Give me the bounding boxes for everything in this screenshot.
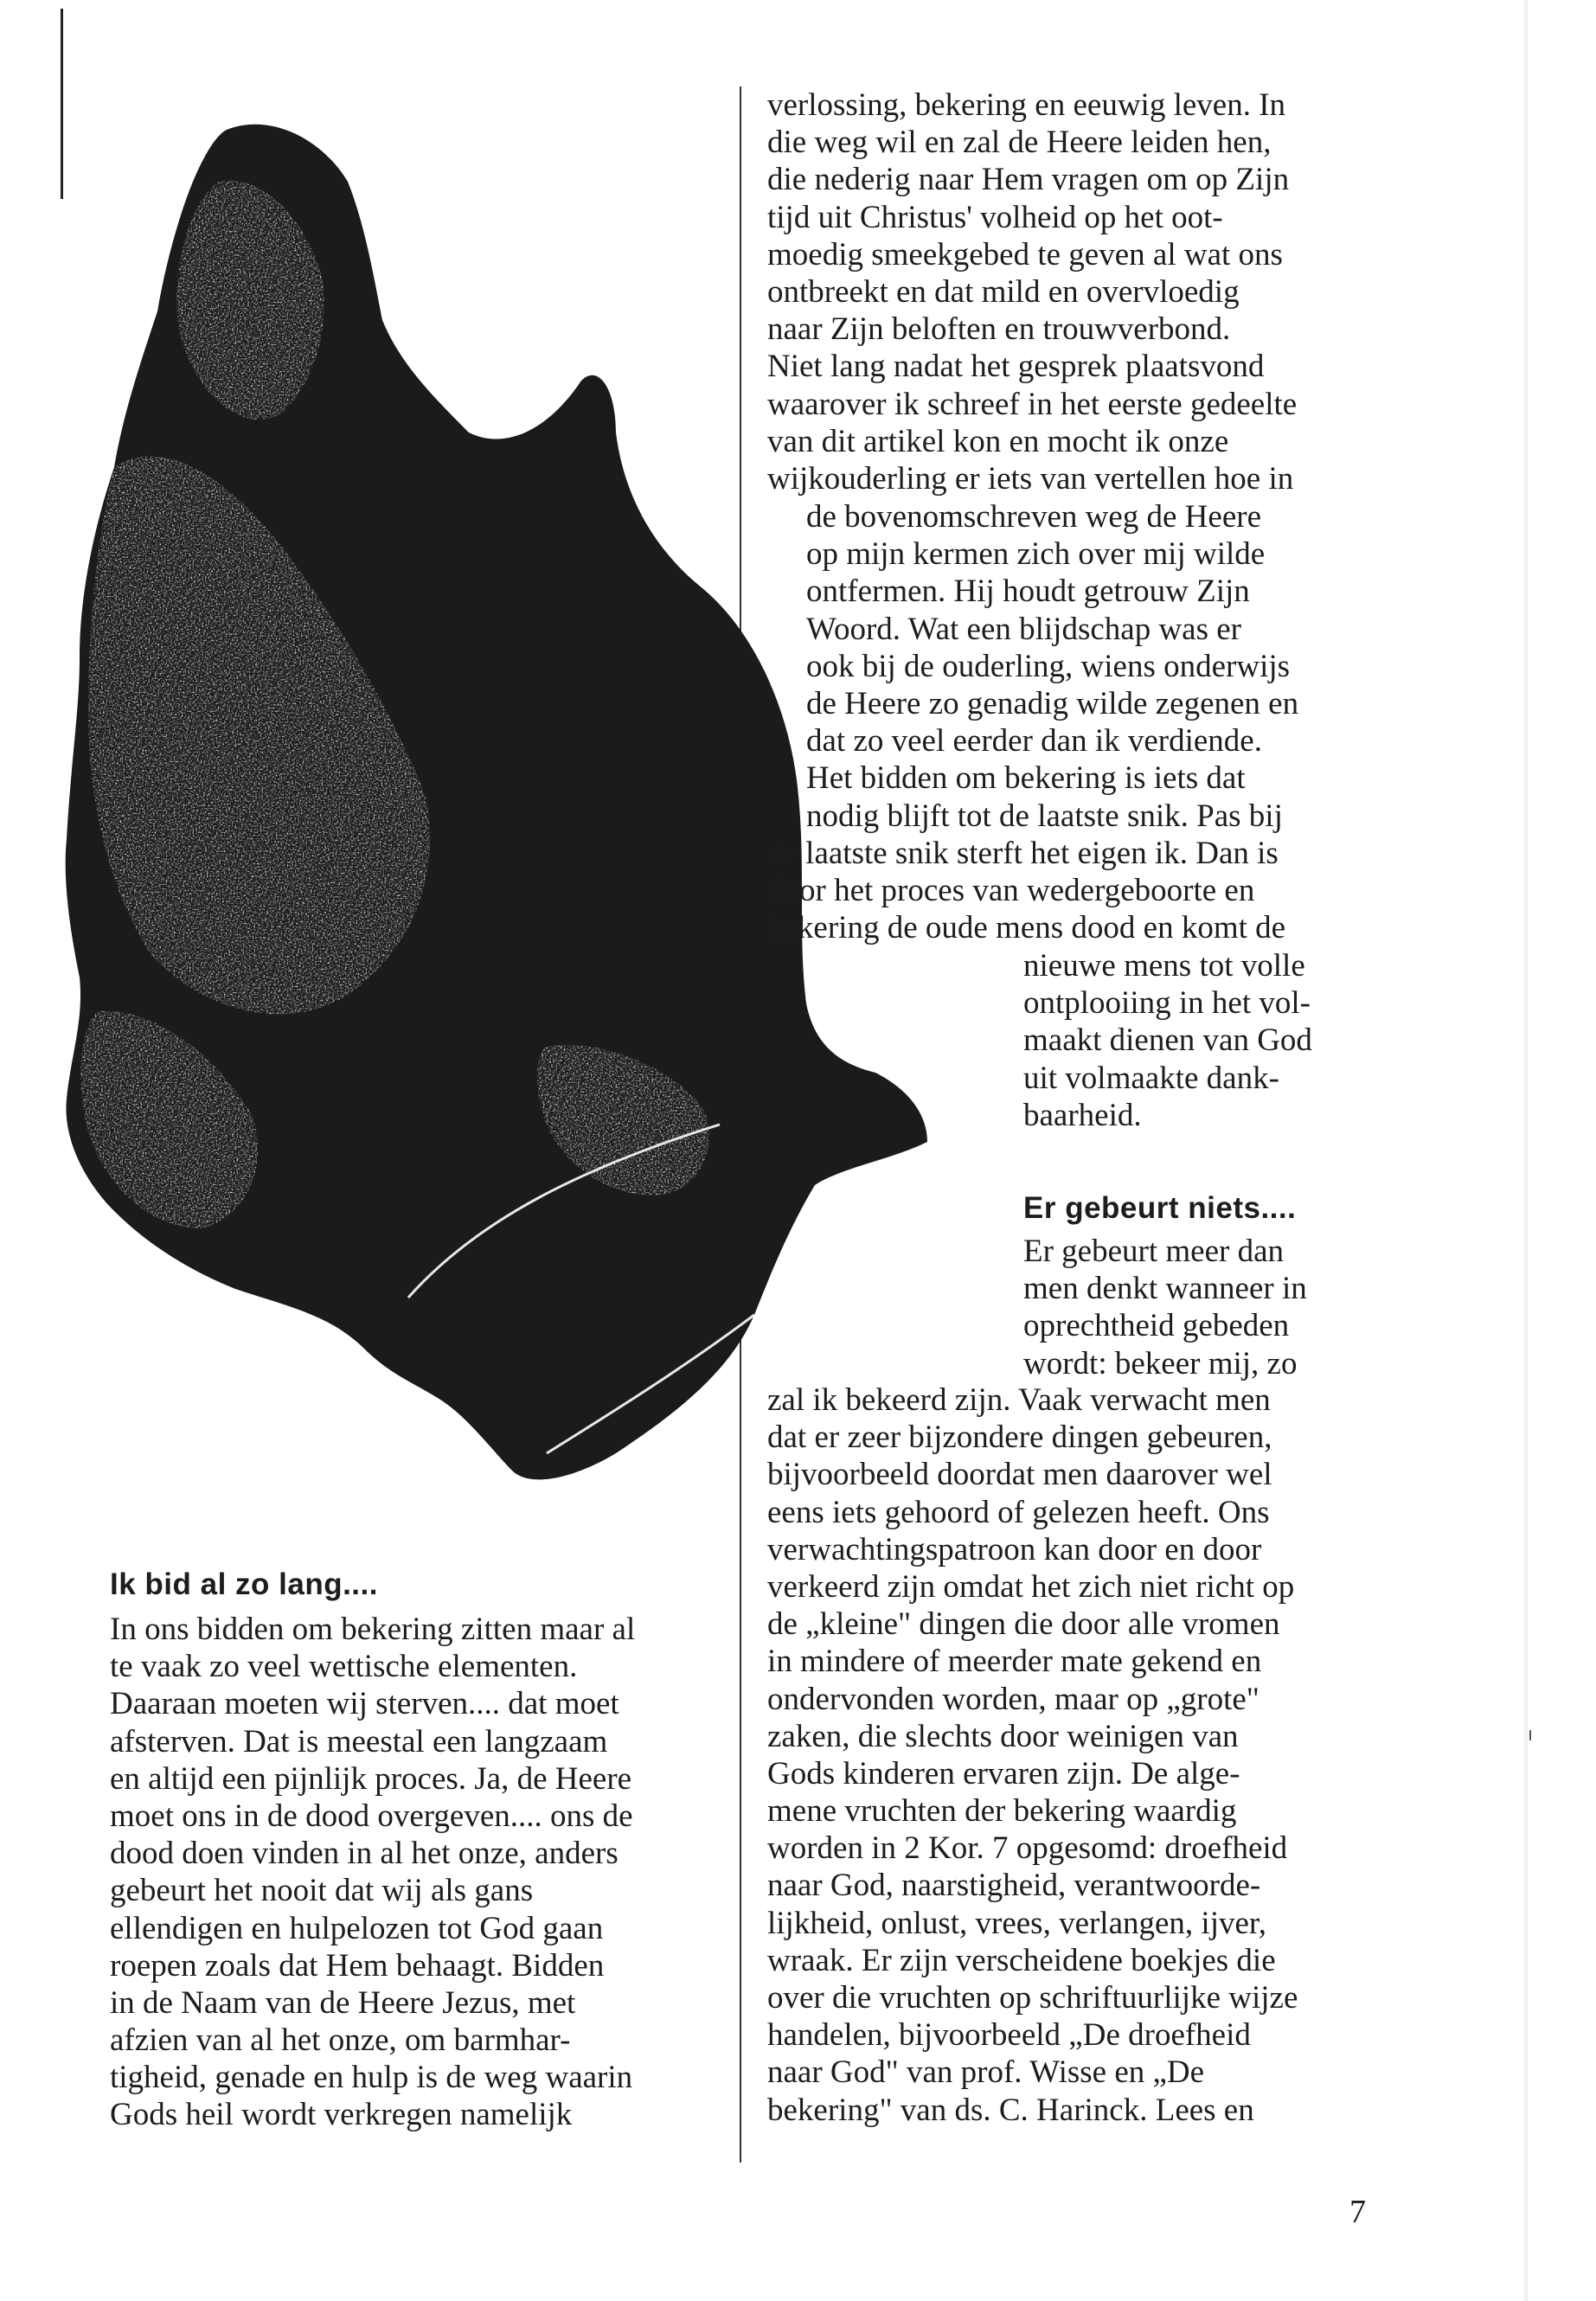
- text-line: die weg wil en zal de Heere leiden hen,: [767, 125, 1272, 161]
- text-line: over die vruchten op schriftuurlijke wijze: [767, 1980, 1298, 2016]
- text-line: waarover ik schreef in het eerste gedeelte: [767, 386, 1298, 422]
- text-line: ook bij de ouderling, wiens onderwijs: [806, 648, 1291, 684]
- text-line: roepen zoals dat Hem behaagt. Bidden: [110, 1947, 605, 1984]
- text-line: afzien van al het onze, om barmhar-: [110, 2022, 571, 2059]
- section-heading: Er gebeurt niets....: [1023, 1191, 1297, 1225]
- left-column-bottom: [110, 1611, 635, 2134]
- text-line: verkeerd zijn omdat het zich niet richt op: [767, 1568, 1295, 1605]
- text-line: handelen, bijvoorbeeld „De droefheid: [767, 2017, 1251, 2054]
- text-line: de bovenomschreven weg de Heere: [806, 499, 1261, 535]
- text-line: in mindere of meerder mate gekend en: [767, 1644, 1262, 1680]
- text-line: tijd uit Christus' volheid op het oot-: [767, 199, 1223, 235]
- text-line: in de Naam van de Heere Jezus, met: [110, 1984, 576, 2021]
- text-line: Het bidden om bekering is iets dat: [806, 760, 1246, 797]
- text-line: moet ons in de dood overgeven.... ons de: [110, 1798, 633, 1834]
- text-line: Gods kinderen ervaren zijn. De alge-: [767, 1755, 1240, 1791]
- text-line: ontbreekt en dat mild en overvloedig: [767, 273, 1240, 310]
- text-line: Gods heil wordt verkregen namelijk: [110, 2097, 573, 2133]
- text-line: gebeurt het nooit dat wij als gans: [110, 1873, 534, 1909]
- text-line: wordt: bekeer mij, zo: [1023, 1345, 1298, 1381]
- text-line: naar God, naarstigheid, verantwoorde-: [767, 1868, 1261, 1904]
- right-column-narrow-b: [1023, 1233, 1307, 1382]
- text-line: mene vruchten der bekering waardig: [767, 1793, 1237, 1830]
- text-line: dat er zeer bijzondere dingen gebeuren,: [767, 1420, 1272, 1456]
- text-line: ellendigen en hulpelozen tot God gaan: [110, 1910, 604, 1946]
- right-column-indented-a: [806, 498, 1298, 835]
- text-line: bijvoorbeeld doordat men daarover wel: [767, 1457, 1272, 1493]
- text-line: de Heere zo genadig wilde zegenen en: [806, 685, 1299, 721]
- text-line: tigheid, genade en hulp is de weg waarin: [110, 2060, 633, 2096]
- text-line: bekering" van ds. C. Harinck. Lees en: [767, 2092, 1254, 2128]
- text-line: dat zo veel eerder dan ik verdiende.: [806, 723, 1262, 760]
- text-line: worden in 2 Kor. 7 opgesomd: droefheid: [767, 1830, 1288, 1867]
- text-line: afsterven. Dat is meestal een langzaam: [110, 1723, 608, 1759]
- text-line: en altijd een pijnlijk proces. Ja, de Heere: [110, 1760, 632, 1797]
- text-line: verlossing, bekering en eeuwig leven. In: [767, 87, 1286, 123]
- text-line: maakt dienen van God: [1023, 1022, 1312, 1059]
- text-line: de „kleine" dingen die door alle vromen: [767, 1606, 1280, 1643]
- left-section: [110, 1566, 378, 1603]
- scan-artifact: [1529, 1730, 1531, 1740]
- text-line: naar God" van prof. Wisse en „De: [767, 2054, 1205, 2091]
- text-line: baarheid.: [1023, 1097, 1142, 1133]
- text-line: op mijn kermen zich over mij wilde: [806, 536, 1266, 573]
- text-line: nieuwe mens tot volle: [1023, 948, 1305, 984]
- text-line: zaken, die slechts door weinigen van: [767, 1718, 1239, 1754]
- right-column-mid: [767, 835, 1285, 947]
- text-line: nodig blijft tot de laatste snik. Pas bij: [806, 798, 1283, 834]
- text-line: verwachtingspatroon kan door en door: [767, 1531, 1262, 1567]
- text-line: naar Zijn beloften en trouwverbond.: [767, 311, 1231, 348]
- text-line: Daaraan moeten wij sterven.... dat moet: [110, 1686, 619, 1722]
- text-line: Woord. Wat een blijdschap was er: [806, 611, 1241, 647]
- text-line: ontfermen. Hij houdt getrouw Zijn: [806, 574, 1250, 610]
- right-column-narrow: [1023, 947, 1312, 1134]
- text-line: Er gebeurt meer dan: [1023, 1234, 1284, 1269]
- section-heading: Ik bid al zo lang....: [110, 1567, 378, 1601]
- text-line: eens iets gehoord of gelezen heeft. Ons: [767, 1494, 1270, 1530]
- text-line: Niet lang nadat het gesprek plaatsvond: [767, 349, 1265, 385]
- text-line: wraak. Er zijn verscheidene boekjes die: [767, 1942, 1276, 1978]
- right-column-bottom: [767, 1381, 1298, 2129]
- text-line: lijkheid, onlust, vrees, verlangen, ijver,: [767, 1905, 1267, 1941]
- text-line: de laatste snik sterft het eigen ik. Dan is: [767, 836, 1279, 871]
- text-line: ontplooiing in het vol-: [1023, 985, 1311, 1022]
- text-line: bekering de oude mens dood en komt de: [767, 910, 1286, 946]
- page-edge-shadow: [1524, 0, 1528, 2301]
- page-number: 7: [1349, 2194, 1366, 2230]
- right-column-top: [767, 87, 1297, 497]
- text-line: door het proces van wedergeboorte en: [767, 873, 1255, 909]
- text-line: van dit artikel kon en mocht ik onze: [767, 423, 1229, 459]
- text-line: men denkt wanneer in: [1023, 1271, 1307, 1307]
- text-line: In ons bidden om bekering zitten maar al: [110, 1612, 636, 1647]
- text-line: dood doen vinden in al het onze, anders: [110, 1836, 619, 1872]
- text-line: zal ik bekeerd zijn. Vaak verwacht men: [767, 1382, 1271, 1418]
- text-line: moedig smeekgebed te geven al wat ons: [767, 236, 1283, 272]
- text-line: uit volmaakte dank-: [1023, 1060, 1279, 1096]
- text-line: oprechtheid gebeden: [1023, 1308, 1290, 1344]
- right-section: [1023, 1189, 1296, 1227]
- text-line: die nederig naar Hem vragen om op Zijn: [767, 162, 1290, 198]
- text-line: ondervonden worden, maar op „grote": [767, 1681, 1259, 1717]
- text-line: wijkouderling er iets van vertellen hoe in: [767, 460, 1294, 497]
- text-line: te vaak zo veel wettische elementen.: [110, 1649, 578, 1685]
